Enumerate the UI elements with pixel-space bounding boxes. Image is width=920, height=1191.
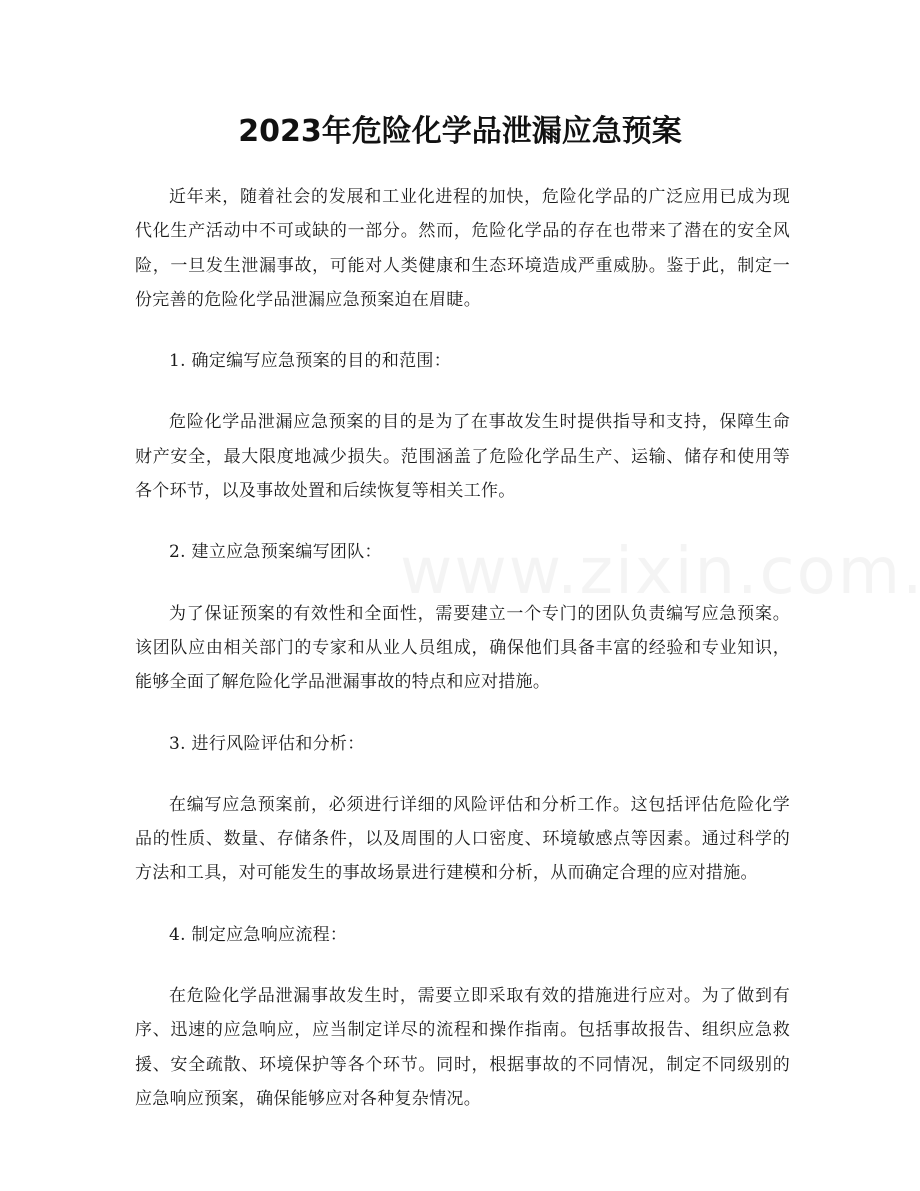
section-body-1: 危险化学品泄漏应急预案的目的是为了在事故发生时提供指导和支持，保障生命财产安全，最大限度地减少损失。范围涵盖了危险化学品生产、运输、储存和使用等各个环节，以及事故处置和后续恢复等相关工作。 [135, 412, 790, 502]
section-body-4: 在危险化学品泄漏事故发生时，需要立即采取有效的措施进行应对。为了做到有序、迅速的应急响应，应当制定详尽的流程和操作指南。包括事故报告、组织应急救援、安全疏散、环境保护等各个环节。同时，根据事故的不同情况，制定不同级别的应急响应预案，确保能够应对各种复杂情况。 [135, 986, 790, 1109]
intro-paragraph: 近年来，随着社会的发展和工业化进程的加快，危险化学品的广泛应用已成为现代化生产活动中不可或缺的一部分。然而，危险化学品的存在也带来了潜在的安全风险，一旦发生泄漏事故，可能对人类健康和生态环境造成严重威胁。鉴于此，制定一份完善的危险化学品泄漏应急预案迫在眉睫。 [135, 187, 790, 310]
document-body [135, 180, 790, 1116]
section-heading-4: 4. 制定应急响应流程： [169, 924, 348, 945]
section-heading-2: 2. 建立应急预案编写团队： [169, 542, 382, 563]
section-heading-1: 1. 确定编写应急预案的目的和范围： [169, 351, 452, 372]
section-heading-3: 3. 进行风险评估和分析： [169, 733, 365, 754]
document-title: 2023年危险化学品泄漏应急预案 [238, 114, 682, 149]
section-body-2: 为了保证预案的有效性和全面性，需要建立一个专门的团队负责编写应急预案。该团队应由相关部门的专家和从业人员组成，确保他们具备丰富的经验和专业知识，能够全面了解危险化学品泄漏事故的特点和应对措施。 [135, 603, 790, 693]
section-body-3: 在编写应急预案前，必须进行详细的风险评估和分析工作。这包括评估危险化学品的性质、数量、存储条件，以及周围的人口密度、环境敏感点等因素。通过科学的方法和工具，对可能发生的事故场景进行建模和分析，从而确定合理的应对措施。 [135, 794, 790, 884]
